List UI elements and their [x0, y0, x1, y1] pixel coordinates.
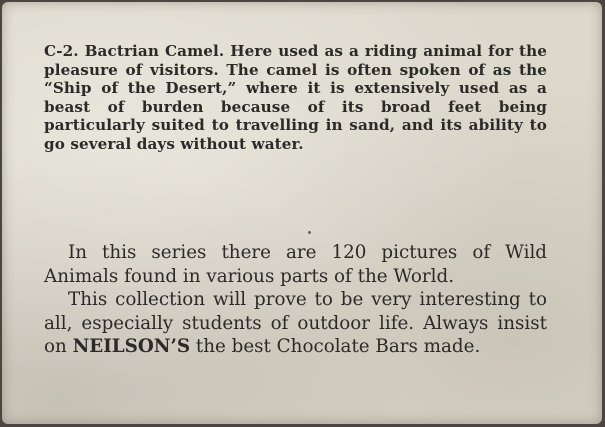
card-description: Here used as a riding animal for the pleasure of visitors. The camel is often spoken of as the “Ship of the Desert,” where it is extensively used as a beast of burden because of its broad feet being particularly suited to travelling in sand, and its ability to go several days without water. — [44, 42, 548, 153]
brand-name: NEILSON’S — [72, 336, 191, 358]
card-code: C-2. — [44, 42, 79, 60]
trading-card-back — [2, 2, 602, 424]
series-sentence-two: This collection will prove to be very interesting to all, especially students of outdoor life. Always insist on — [44, 289, 547, 358]
series-info-paragraph — [44, 241, 547, 359]
print-speck — [308, 231, 311, 234]
camel-description-paragraph — [44, 42, 547, 154]
card-title: Bactrian Camel. — [84, 42, 225, 60]
series-sentence-one: In this series there are 120 pictures of Wild Animals found in various parts of the World. — [44, 242, 547, 287]
series-sentence-two-end: the best Chocolate Bars made. — [195, 336, 481, 358]
